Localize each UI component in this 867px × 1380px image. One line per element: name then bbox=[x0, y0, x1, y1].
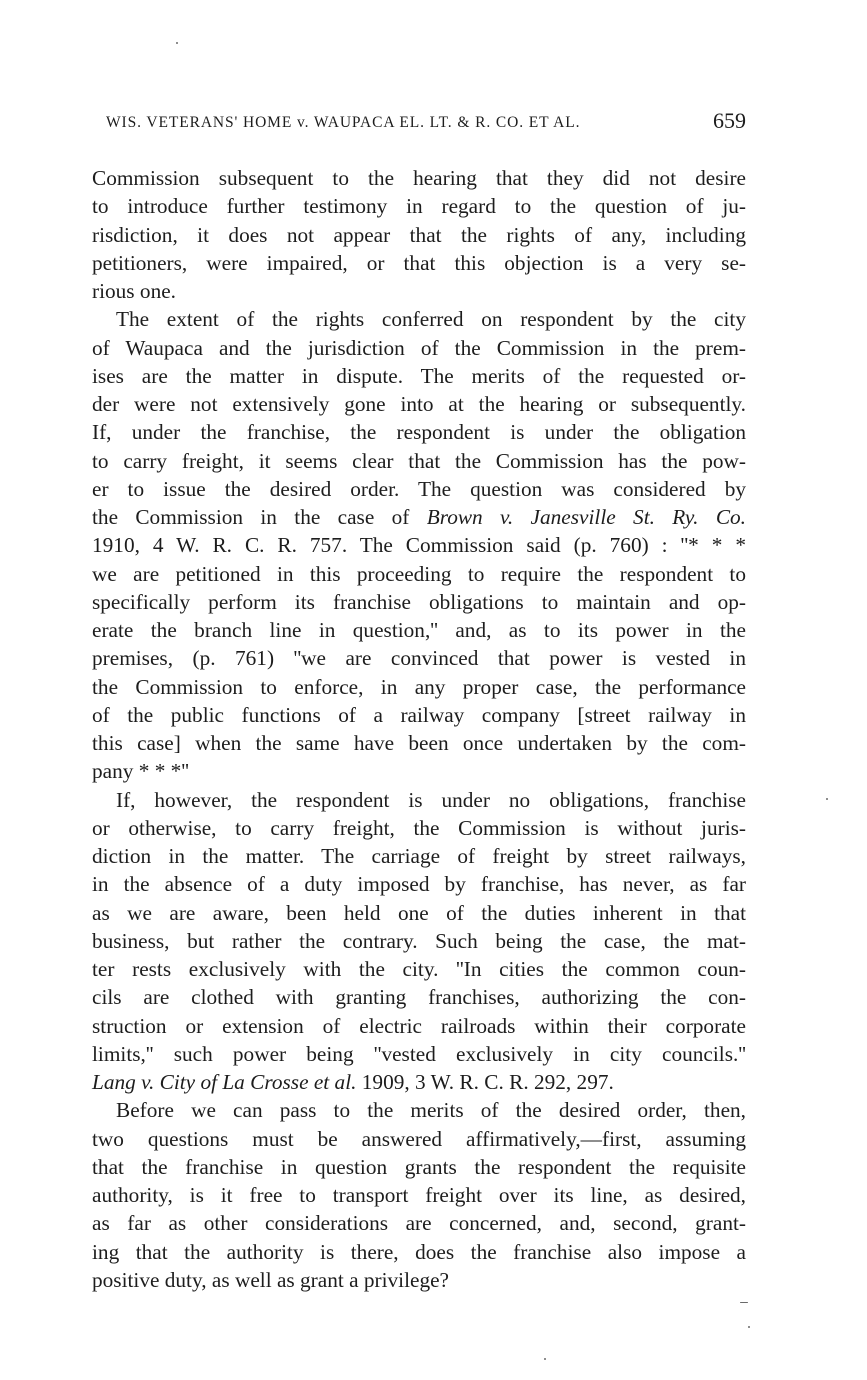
text-line: er to issue the desired order. The question was considered by bbox=[92, 476, 746, 501]
text-line: limits,'' such power being ''vested exclusively in city councils.'' bbox=[92, 1041, 746, 1066]
text-line: we are petitioned in this proceeding to require the respondent to bbox=[92, 561, 746, 586]
text-line: risdiction, it does not appear that the rights of any, including bbox=[92, 222, 746, 247]
scan-speck bbox=[544, 1358, 546, 1360]
text-line: to carry freight, it seems clear that the Commission has the pow- bbox=[92, 448, 746, 473]
text-line: petitioners, were impaired, or that this objection is a very se- bbox=[92, 250, 746, 275]
text-line: in the absence of a duty imposed by franchise, has never, as far bbox=[92, 872, 746, 897]
scan-speck bbox=[748, 1326, 750, 1328]
text-line: to introduce further testimony in regard to the question of ju- bbox=[92, 194, 746, 219]
text-line: or otherwise, to carry freight, the Commission is without juris- bbox=[92, 815, 746, 840]
case-citation: Lang v. City of La Crosse et al. bbox=[92, 1070, 357, 1094]
page-number: 659 bbox=[713, 108, 746, 133]
text-line: Lang v. City of La Crosse et al. 1909, 3 W. R. C. R. 292, 297. bbox=[92, 1070, 614, 1094]
text-line: Commission subsequent to the hearing that they did not desire bbox=[92, 166, 746, 190]
text-line: positive duty, as well as grant a privilege? bbox=[92, 1267, 450, 1292]
text-line: 1910, 4 W. R. C. R. 757. The Commission said (p. 760) : ''* * * bbox=[92, 533, 746, 558]
text-line: If, however, the respondent is under no obligations, franchise bbox=[116, 787, 746, 812]
text-line: ter rests exclusively with the city. ''In cities the common coun- bbox=[92, 957, 746, 981]
text-line: der were not extensively gone into at the hearing or subsequently. bbox=[92, 392, 746, 416]
text-line: that the franchise in question grants the respondent the requisite bbox=[92, 1154, 746, 1179]
text-line: cils are clothed with granting franchises, authorizing the con- bbox=[92, 985, 746, 1010]
text-line: the Commission in the case of Brown v. Janesville St. Ry. Co. bbox=[92, 505, 747, 529]
text-line: The extent of the rights conferred on respondent by the city bbox=[116, 307, 746, 332]
text-line: of Waupaca and the jurisdiction of the Commission in the prem- bbox=[92, 335, 746, 360]
scan-speck bbox=[176, 42, 178, 44]
text-line: Before we can pass to the merits of the desired order, then, bbox=[116, 1098, 746, 1123]
case-citation: Brown v. Janesville St. Ry. Co. bbox=[426, 505, 747, 529]
scan-speck bbox=[740, 1302, 748, 1303]
text-line: rious one. bbox=[92, 279, 176, 303]
text-line: this case] when the same have been once undertaken by the com- bbox=[92, 731, 746, 755]
text-line: diction in the matter. The carriage of freight by street railways, bbox=[92, 844, 746, 868]
text-line: as far as other considerations are concerned, and, second, grant- bbox=[92, 1211, 746, 1236]
text-line: specifically perform its franchise obligations to maintain and op- bbox=[92, 589, 746, 614]
text-line: of the public functions of a railway company [street railway in bbox=[92, 702, 746, 727]
text-line: ing that the authority is there, does the franchise also impose a bbox=[92, 1239, 746, 1264]
running-title: WIS. VETERANS' HOME v. WAUPACA EL. LT. & R. CO. ET AL. bbox=[106, 114, 581, 131]
text-line: struction or extension of electric railroads within their corporate bbox=[92, 1013, 746, 1038]
text-line: authority, is it free to transport freight over its line, as desired, bbox=[92, 1183, 746, 1207]
text-line: two questions must be answered affirmatively,—first, assuming bbox=[92, 1126, 746, 1151]
text-line: as we are aware, been held one of the duties inherent in that bbox=[92, 900, 746, 925]
body-text bbox=[92, 164, 746, 1294]
text-line: the Commission to enforce, in any proper case, the performance bbox=[92, 674, 746, 699]
text-line: business, but rather the contrary. Such being the case, the mat- bbox=[92, 928, 746, 953]
scan-speck bbox=[826, 798, 828, 800]
text-line: If, under the franchise, the respondent is under the obligation bbox=[92, 420, 746, 445]
text-line: erate the branch line in question,'' and, as to its power in the bbox=[92, 618, 746, 642]
text-line: premises, (p. 761) ''we are convinced that power is vested in bbox=[92, 646, 746, 671]
running-head bbox=[92, 108, 746, 138]
text-line: pany * * *'' bbox=[92, 759, 189, 784]
text-line: ises are the matter in dispute. The merits of the requested or- bbox=[92, 363, 746, 388]
